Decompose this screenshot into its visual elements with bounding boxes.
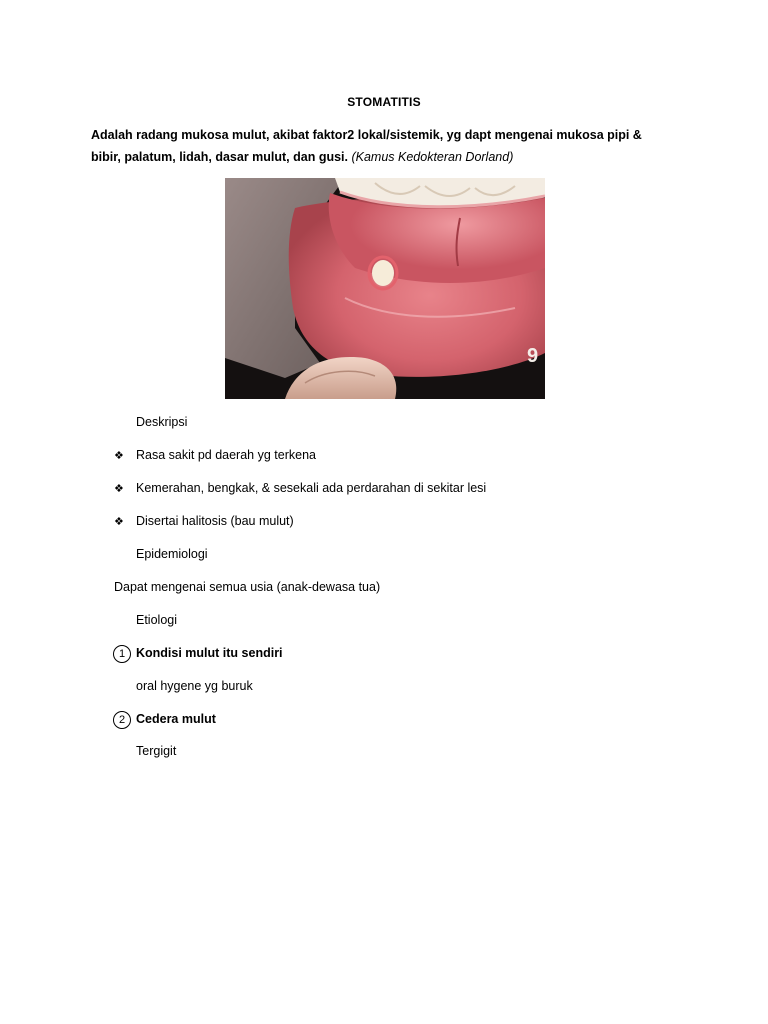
stomatitis-photo [225, 178, 545, 399]
bullet-item: Disertai halitosis (bau mulut) [136, 514, 294, 528]
bullet-item: Kemerahan, bengkak, & sesekali ada perdarahan di sekitar lesi [136, 481, 487, 495]
etiologi-heading: Etiologi [136, 613, 177, 627]
etiologi-item-detail: Tergigit [136, 744, 177, 758]
page-title: STOMATITIS [347, 95, 421, 109]
deskripsi-heading: Deskripsi [136, 415, 188, 429]
bullet-icon: ❖ [114, 483, 124, 495]
number-circle-icon: 2 [113, 711, 131, 729]
epidemiologi-heading: Epidemiologi [136, 547, 208, 561]
intro-text: Adalah radang mukosa mulut, akibat faktor2 lokal/sistemik, yg dapt mengenai mukosa pipi & bibir, palatum, lidah, dasar mulut, dan gusi. [91, 128, 642, 164]
etiologi-item-label: Kondisi mulut itu sendiri [136, 646, 283, 660]
photo-label: 9 [527, 345, 539, 367]
intro-paragraph [91, 124, 661, 168]
epidemiologi-text: Dapat mengenai semua usia (anak-dewasa tua) [114, 580, 381, 594]
number-circle-icon: 1 [113, 645, 131, 663]
etiologi-item-label: Cedera mulut [136, 712, 216, 726]
intro-reference: (Kamus Kedokteran Dorland) [351, 150, 514, 164]
bullet-item: Rasa sakit pd daerah yg terkena [136, 448, 316, 462]
etiologi-item-detail: oral hygene yg buruk [136, 679, 253, 693]
bullet-icon: ❖ [114, 516, 124, 528]
bullet-icon: ❖ [114, 450, 124, 462]
